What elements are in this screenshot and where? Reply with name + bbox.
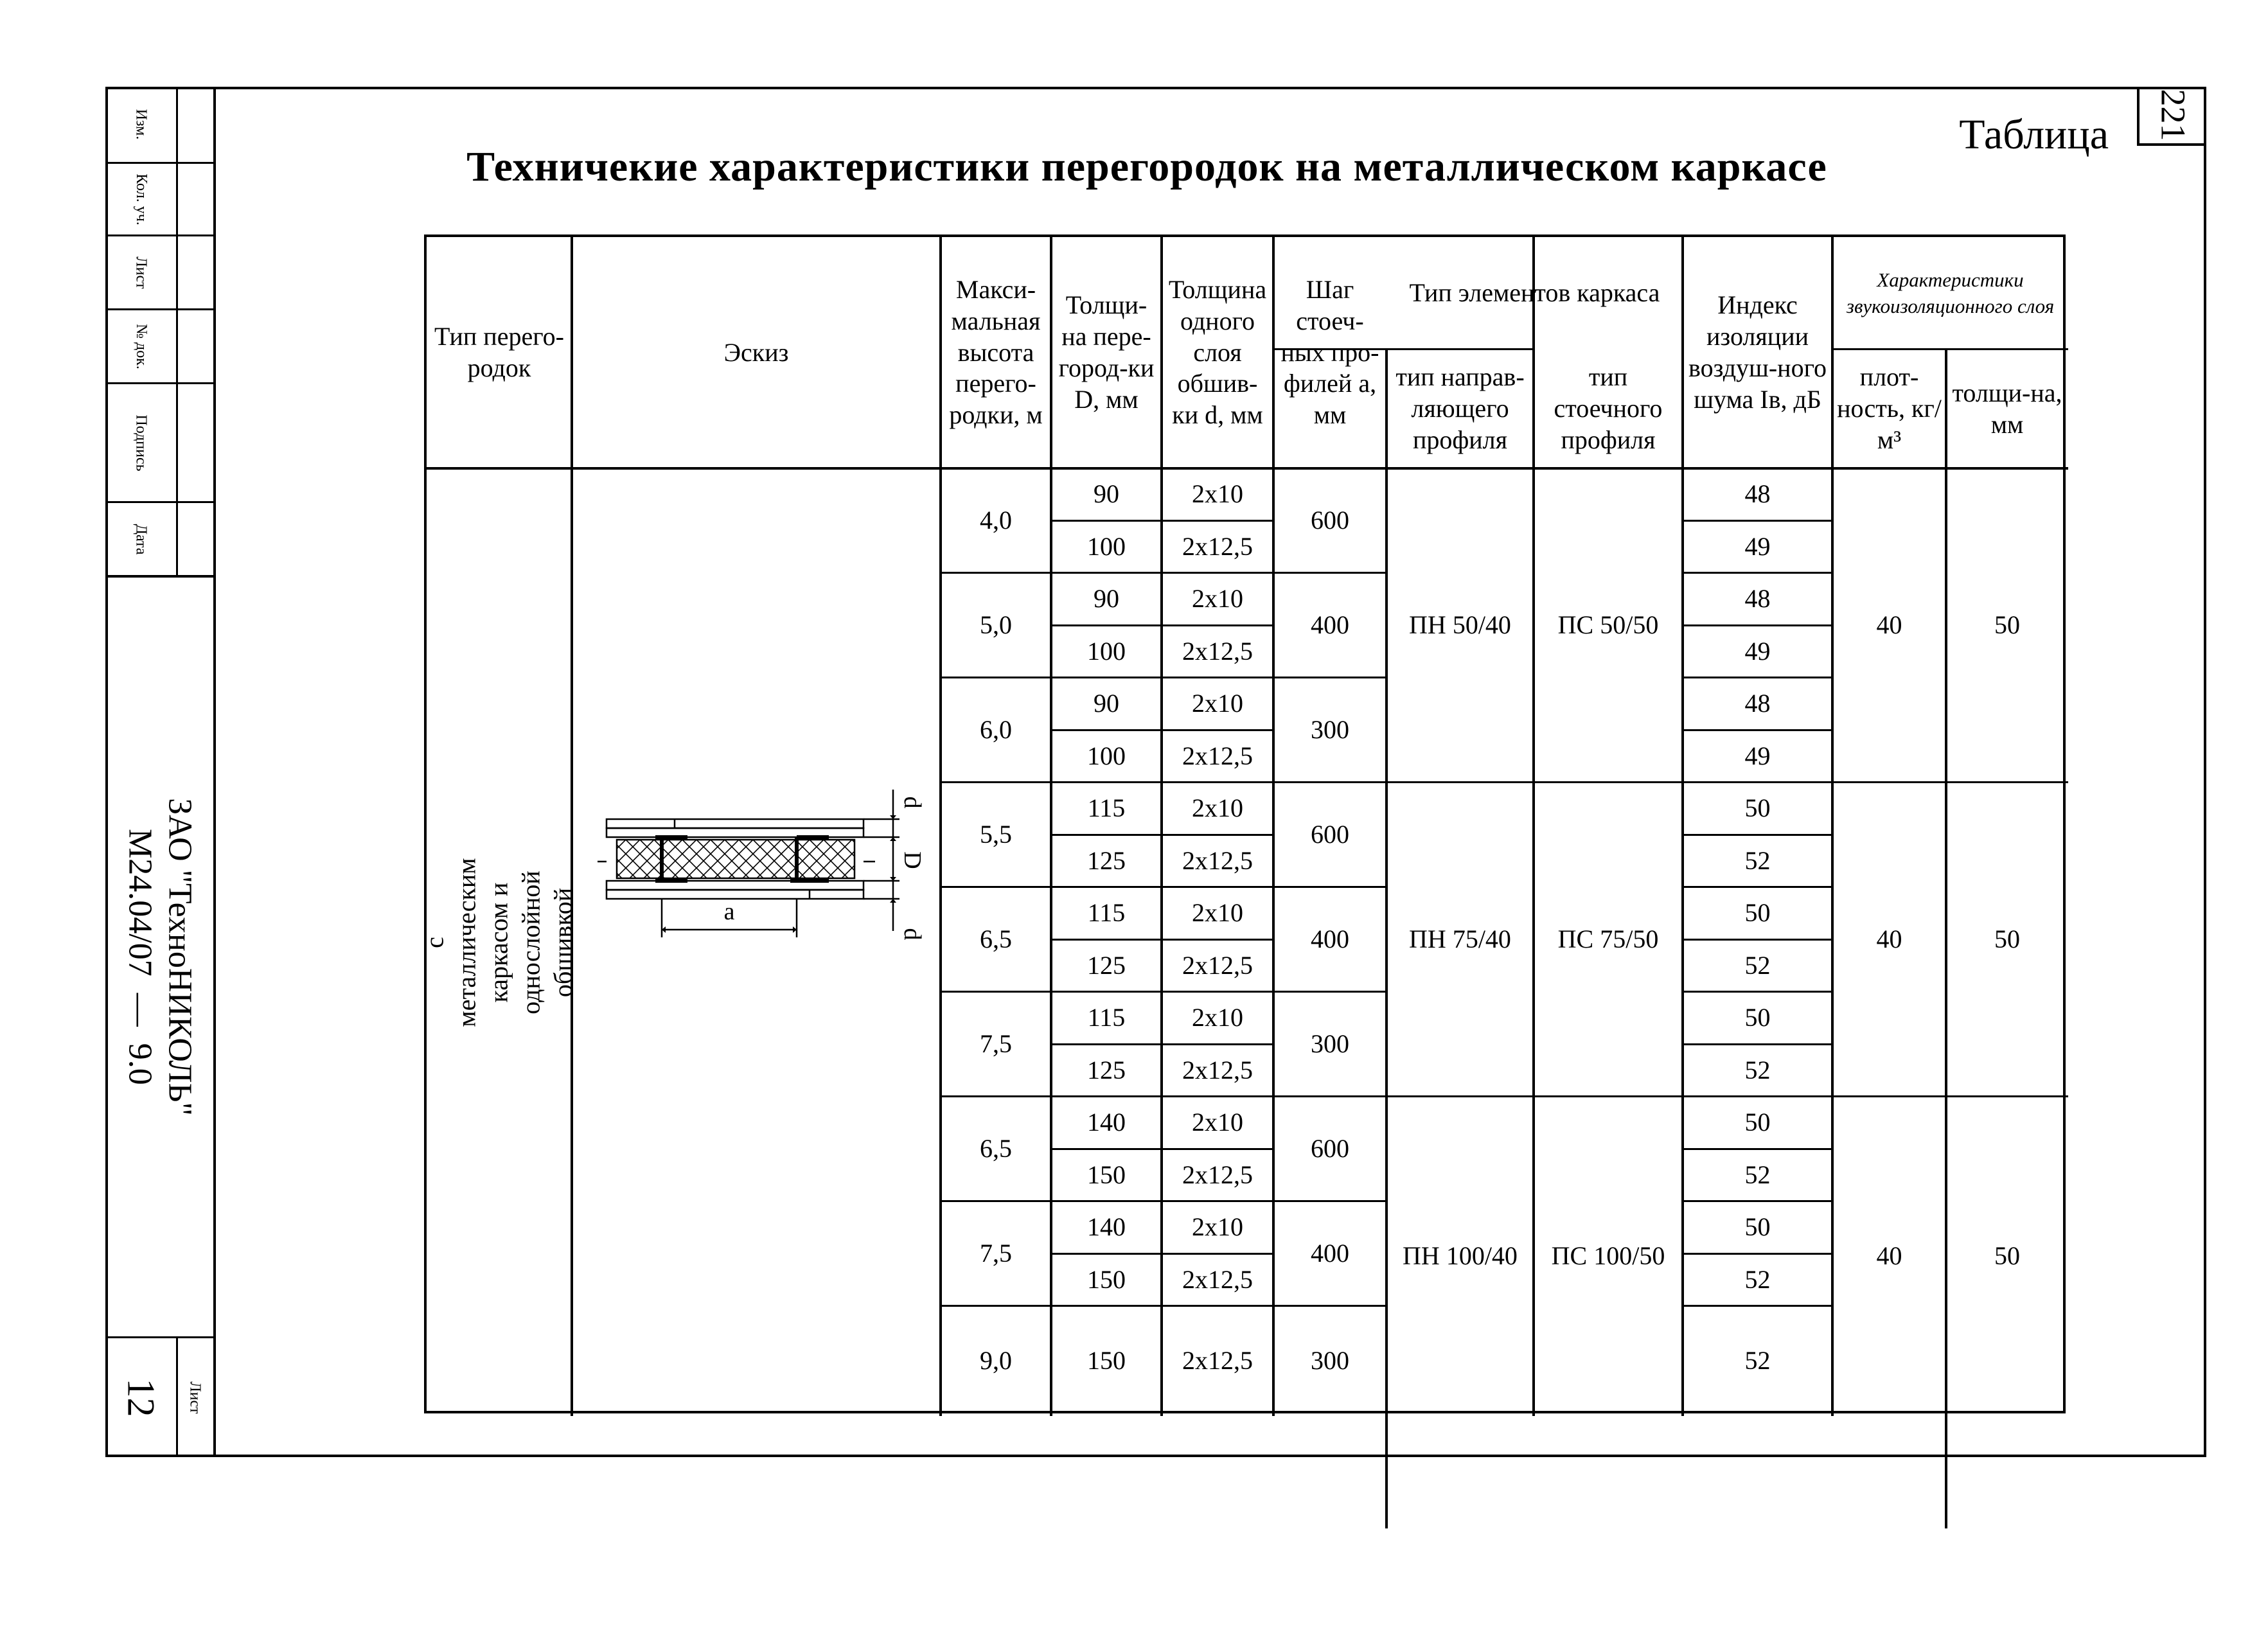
header-type: Тип перего-родок <box>434 322 564 382</box>
cell-max-height: 4,0 <box>980 506 1012 535</box>
header-step: Шаг стоеч-ных про-филей a, мм <box>1280 275 1379 430</box>
cell-sound-index: 48 <box>1744 479 1771 509</box>
cell-layer: 2x12,5 <box>1182 531 1253 561</box>
stamp-label-doc-number: № док. <box>132 323 150 369</box>
sheet-label: Лист <box>186 1381 204 1414</box>
cell-stud-profile: ПС 50/50 <box>1557 610 1659 640</box>
cell-layer: 2x12,5 <box>1182 741 1253 770</box>
table-caption: Таблица <box>1959 111 2109 158</box>
cell-thickness: 125 <box>1087 845 1126 875</box>
sketch-label-a: a <box>723 898 735 925</box>
cell-sound-index: 52 <box>1744 950 1771 980</box>
header-thickness: Толщи-на пере-город-ки D, мм <box>1058 290 1155 414</box>
cell-step: 600 <box>1311 1134 1349 1164</box>
cell-max-height: 5,0 <box>980 610 1012 640</box>
header-insulation-thickness: толщи-на, мм <box>1952 378 2062 439</box>
cell-sound-index: 50 <box>1744 1003 1771 1032</box>
cell-layer: 2x10 <box>1192 793 1243 823</box>
cell-layer: 2x10 <box>1192 1003 1243 1032</box>
cell-sound-index: 52 <box>1744 1346 1771 1376</box>
cell-sound-index: 49 <box>1744 531 1771 561</box>
cell-layer: 2x12,5 <box>1182 1160 1253 1189</box>
company-name: ЗАО "ТехноНИКОЛЬ" <box>161 798 199 1116</box>
cell-thickness: 150 <box>1087 1160 1126 1189</box>
cell-thickness: 115 <box>1087 898 1126 928</box>
cell-insulation-thickness: 50 <box>1994 925 2020 954</box>
cell-sound-index: 49 <box>1744 741 1771 770</box>
stamp-label-kol-uch: Кол. уч. <box>132 173 150 226</box>
cell-step: 600 <box>1311 506 1349 535</box>
cell-sound-index: 52 <box>1744 1264 1771 1294</box>
cell-sound-index: 49 <box>1744 636 1771 666</box>
header-density: плот-ность, кг/м³ <box>1837 362 1942 454</box>
page-number: 221 <box>2137 87 2206 146</box>
partition-type-text: с металлическим каркасом и однослойной обшивкой <box>420 857 578 1027</box>
cell-sound-index: 50 <box>1744 898 1771 928</box>
cell-max-height: 6,5 <box>980 925 1012 954</box>
cell-step: 300 <box>1311 1029 1349 1059</box>
cell-guide-profile: ПН 50/40 <box>1409 610 1511 640</box>
characteristics-table <box>420 235 2066 1413</box>
header-insulation-group: Характеристики звукоизоляционного слоя <box>1846 269 2055 317</box>
cell-layer: 2x10 <box>1192 584 1243 614</box>
stamp-label-signature: Подпись <box>132 414 150 472</box>
cell-sound-index: 52 <box>1744 1160 1771 1189</box>
document-code: M24.04/07 — 9.0 <box>121 829 159 1085</box>
cell-thickness: 125 <box>1087 950 1126 980</box>
cell-max-height: 7,5 <box>980 1029 1012 1059</box>
cell-layer: 2x10 <box>1192 1212 1243 1242</box>
cell-thickness: 115 <box>1087 1003 1126 1032</box>
sheet-number: 12 <box>120 1378 163 1417</box>
cell-layer: 2x10 <box>1192 479 1243 509</box>
cell-max-height: 9,0 <box>980 1346 1012 1376</box>
header-index: Индекс изоляции воздуш-ного шума Iв, дБ <box>1688 290 1827 414</box>
stamp-document-code <box>105 578 213 1336</box>
cell-layer: 2x10 <box>1192 1108 1243 1137</box>
cell-thickness: 115 <box>1087 793 1126 823</box>
cell-stud-profile: ПС 75/50 <box>1557 925 1659 954</box>
cell-density: 40 <box>1876 1241 1902 1271</box>
cell-sound-index: 48 <box>1744 689 1771 718</box>
cell-density: 40 <box>1876 610 1902 640</box>
cell-thickness: 100 <box>1087 531 1126 561</box>
cell-layer: 2x12,5 <box>1182 1055 1253 1084</box>
cell-max-height: 5,5 <box>980 820 1012 849</box>
header-sketch: Эскиз <box>723 337 789 367</box>
cell-thickness: 100 <box>1087 741 1126 770</box>
cell-thickness: 100 <box>1087 636 1126 666</box>
cell-thickness: 150 <box>1087 1264 1126 1294</box>
page-title: Техничекие характеристики перегородок на металлическом каркасе <box>466 143 1827 190</box>
cell-thickness: 125 <box>1087 1055 1126 1084</box>
cell-max-height: 6,5 <box>980 1134 1012 1164</box>
header-guide: тип направ-ляющего профиля <box>1395 362 1525 454</box>
cell-guide-profile: ПН 100/40 <box>1403 1241 1518 1271</box>
title-block <box>105 87 216 1457</box>
partition-sketch <box>598 783 932 989</box>
cell-guide-profile: ПН 75/40 <box>1409 925 1511 954</box>
stamp-label-list: Лист <box>132 256 150 289</box>
cell-thickness: 140 <box>1087 1108 1126 1137</box>
cell-insulation-thickness: 50 <box>1994 1241 2020 1271</box>
cell-sound-index: 48 <box>1744 584 1771 614</box>
sketch-label-d-bottom: d <box>899 928 926 941</box>
header-layer: Толщина одного слоя обшив-ки d, мм <box>1168 275 1267 430</box>
sketch-label-d-top: d <box>899 796 926 809</box>
sketch-label-D: D <box>899 851 926 869</box>
cell-thickness: 150 <box>1087 1346 1126 1376</box>
cell-partition-type <box>420 468 578 1416</box>
header-max-height: Макси-мальная высота перего-родки, м <box>949 275 1043 430</box>
cell-sound-index: 50 <box>1744 1108 1771 1137</box>
cell-thickness: 90 <box>1094 584 1119 614</box>
cell-step: 400 <box>1311 1239 1349 1268</box>
cell-step: 300 <box>1311 715 1349 745</box>
cell-step: 400 <box>1311 610 1349 640</box>
cell-sound-index: 52 <box>1744 1055 1771 1084</box>
cell-layer: 2x12,5 <box>1182 950 1253 980</box>
stamp-label-izm: Изм. <box>132 109 150 140</box>
cell-step: 400 <box>1311 925 1349 954</box>
cell-layer: 2x12,5 <box>1182 1264 1253 1294</box>
cell-thickness: 90 <box>1094 479 1119 509</box>
cell-layer: 2x12,5 <box>1182 1346 1253 1376</box>
cell-thickness: 140 <box>1087 1212 1126 1242</box>
cell-max-height: 7,5 <box>980 1239 1012 1268</box>
cell-stud-profile: ПС 100/50 <box>1551 1241 1665 1271</box>
cell-layer: 2x10 <box>1192 898 1243 928</box>
cell-sound-index: 50 <box>1744 793 1771 823</box>
cell-max-height: 6,0 <box>980 715 1012 745</box>
cell-thickness: 90 <box>1094 689 1119 718</box>
header-stud: тип стоечного профиля <box>1554 362 1663 454</box>
cell-sound-index: 50 <box>1744 1212 1771 1242</box>
cell-step: 600 <box>1311 820 1349 849</box>
header-frame-group: Тип элементов каркаса <box>1409 278 1660 308</box>
cell-layer: 2x10 <box>1192 689 1243 718</box>
cell-layer: 2x12,5 <box>1182 845 1253 875</box>
cell-layer: 2x12,5 <box>1182 636 1253 666</box>
cell-step: 300 <box>1311 1346 1349 1376</box>
cell-density: 40 <box>1876 925 1902 954</box>
cell-insulation-thickness: 50 <box>1994 610 2020 640</box>
stamp-label-date: Дата <box>132 524 150 554</box>
cell-sound-index: 52 <box>1744 845 1771 875</box>
